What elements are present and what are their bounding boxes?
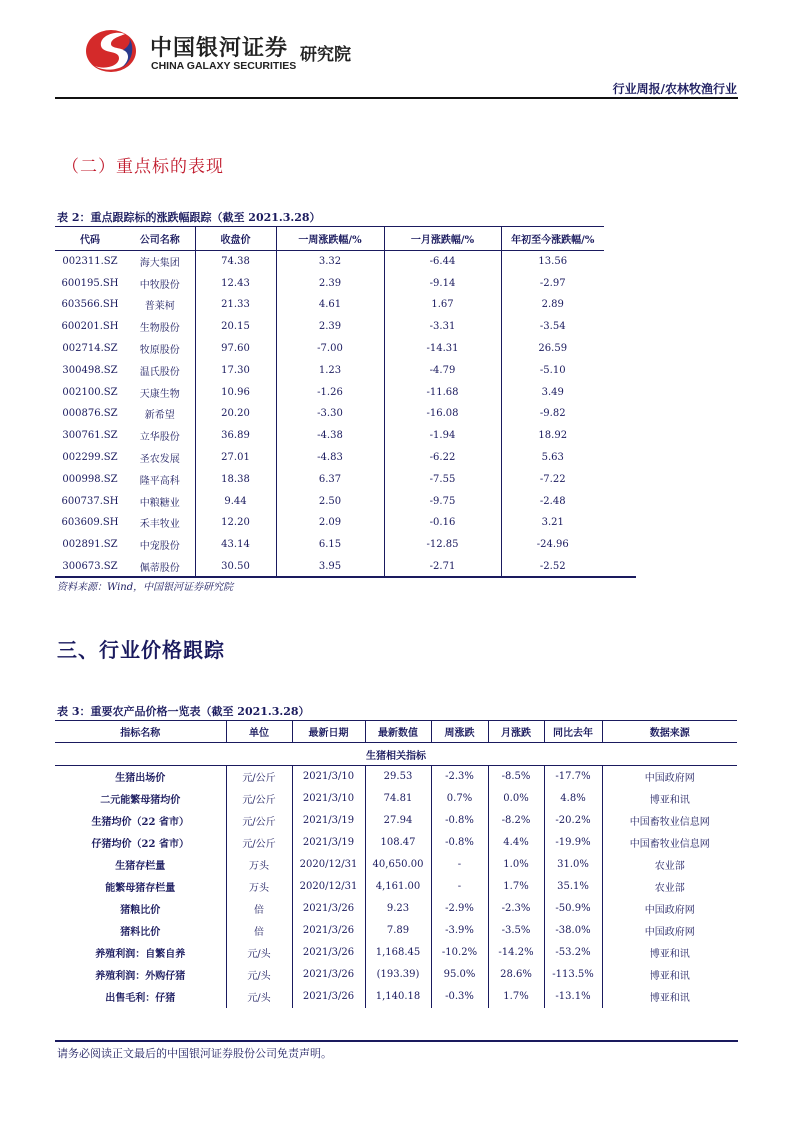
table-cell: 生猪均价（22 省市） [91,817,189,828]
table-cell: -2.52 [501,556,604,578]
table-cell: 603566.SH [61,299,119,311]
table-cell: -6.22 [384,447,501,469]
table-row [55,942,737,964]
table-cell: 74.81 [365,788,431,810]
table-cell: -2.48 [501,490,604,512]
table-cell: 002891.SZ [62,539,118,551]
table-cell: 1.0% [488,854,544,876]
table-cell: 1.67 [384,294,501,316]
table-cell: 000876.SZ [62,408,118,420]
table-cell: -50.9% [544,898,602,920]
table-cell: - [431,854,488,876]
column-header: 年初至今涨跌幅/% [501,227,604,251]
table-cell: 9.23 [365,898,431,920]
table-cell: -3.31 [384,316,501,338]
table-row [55,447,604,469]
table-cell: -8.2% [488,810,544,832]
table-row [55,854,737,876]
table-row [55,876,737,898]
table-cell: 600737.SH [61,495,119,507]
table-row [55,986,737,1008]
table-cell: 2.50 [276,490,384,512]
table-cell: 2021/3/26 [292,920,365,942]
table-cell: 108.47 [365,832,431,854]
table-cell: 2021/3/10 [292,788,365,810]
table-cell: -3.54 [501,316,604,338]
table-cell: -2.71 [384,556,501,578]
table-cell: 21.33 [195,294,276,316]
table-cell: 养殖利润：外购仔猪 [95,971,186,982]
table-cell: -14.2% [488,942,544,964]
table-row [55,832,737,854]
column-header: 一周涨跌幅/% [276,227,384,251]
table-cell: 300498.SZ [62,364,118,376]
table-cell: 温氏股份 [139,366,180,378]
table2-caption: 表 2：重点跟踪标的涨跌幅跟踪（截至 2021.3.28） [57,211,321,224]
table-row [55,490,604,512]
table-cell: -13.1% [544,986,602,1008]
table-cell: -7.55 [384,468,501,490]
table-row [55,534,604,556]
table-cell: -2.3% [431,766,488,788]
column-header: 周涨跌 [431,721,488,743]
table-header-row [55,721,737,743]
table-cell: 7.89 [365,920,431,942]
table-cell: 28.6% [488,964,544,986]
table-row [55,898,737,920]
table-cell: -2.3% [488,898,544,920]
table-cell: 97.60 [195,338,276,360]
table-cell: -2.97 [501,272,604,294]
table-cell: -17.7% [544,766,602,788]
tracked-stocks-table [55,226,604,577]
table-cell: 13.56 [501,251,604,273]
table-cell: 天康生物 [139,388,180,400]
column-header: 月涨跌 [488,721,544,743]
table-cell: 万头 [226,876,292,898]
table-cell: 1.7% [488,876,544,898]
table-row [55,381,604,403]
table-cell: 10.96 [195,381,276,403]
table-cell: 18.38 [195,468,276,490]
table-cell: 17.30 [195,359,276,381]
table-cell: 农业部 [602,854,737,876]
table-cell: -7.22 [501,468,604,490]
table-cell: 1,140.18 [365,986,431,1008]
disclaimer-footer: 请务必阅读正文最后的中国银河证券股份公司免责声明。 [57,1047,332,1060]
table-cell: 002714.SZ [62,343,118,355]
column-header: 代码 [80,235,100,246]
table-cell: 中国政府网 [602,920,737,942]
table-cell: -9.75 [384,490,501,512]
table-cell: 002311.SZ [62,256,118,268]
column-header: 最新日期 [292,721,365,743]
table-cell: 3.95 [276,556,384,578]
table-row [55,425,604,447]
table-cell: 74.38 [195,251,276,273]
table-cell: 元/头 [226,986,292,1008]
table-cell: -2.9% [431,898,488,920]
table-cell: 海大集团 [139,258,180,270]
table-row [55,920,737,942]
footer-divider [55,1040,738,1042]
column-header: 收盘价 [195,227,276,251]
table-cell: 0.7% [431,788,488,810]
table-cell: 中国政府网 [602,766,737,788]
table-cell: 二元能繁母猪均价 [100,795,181,806]
table-cell: 元/头 [226,942,292,964]
table-cell: 20.15 [195,316,276,338]
table-cell: 30.50 [195,556,276,578]
table-cell: -9.82 [501,403,604,425]
table-cell: -3.9% [431,920,488,942]
table-row [55,272,604,294]
brand-name-en: CHINA GALAXY SECURITIES [151,60,297,72]
table-cell: 2.89 [501,294,604,316]
table-cell: 生猪出场价 [115,773,166,785]
table-cell: 元/公斤 [226,810,292,832]
table-row [55,251,604,273]
table-cell: 002100.SZ [62,386,118,398]
table-cell: -19.9% [544,832,602,854]
brand-name-cn: 中国银河证券 [150,36,289,61]
table-cell: 29.53 [365,766,431,788]
table-cell: 禾丰牧业 [139,519,180,531]
table-cell: 5.63 [501,447,604,469]
table-cell: 2020/12/31 [292,854,365,876]
table-cell: 中宠股份 [139,541,180,553]
table-cell: -20.2% [544,810,602,832]
table-header-row [55,227,604,251]
table-cell: 元/头 [226,964,292,986]
table-cell: 27.01 [195,447,276,469]
table-cell: -0.8% [431,810,488,832]
table-cell: -3.30 [276,403,384,425]
table-cell: 元/公斤 [226,832,292,854]
table-cell: 20.20 [195,403,276,425]
column-header: 单位 [226,721,292,743]
table-cell: -6.44 [384,251,501,273]
column-header: 同比去年 [544,721,602,743]
table-cell: 养殖利润：自繁自养 [95,949,186,960]
table-row [55,788,737,810]
table-row [55,556,604,578]
table-cell: 3.49 [501,381,604,403]
table-row [55,512,604,534]
table-row [55,294,604,316]
table-cell: -1.26 [276,381,384,403]
table-cell: 猪粮比价 [120,905,161,916]
table-cell: -9.14 [384,272,501,294]
table-cell: 博亚和讯 [602,964,737,986]
table-row [55,810,737,832]
table-cell: 普莱柯 [144,301,175,313]
table-cell: 2021/3/10 [292,766,365,788]
table-cell: 26.59 [501,338,604,360]
table-cell: -4.83 [276,447,384,469]
table-cell: 1.23 [276,359,384,381]
table-cell: -4.38 [276,425,384,447]
table-cell: 2021/3/26 [292,898,365,920]
table-cell: 立华股份 [139,432,180,444]
table-row [55,964,737,986]
table-cell: 18.92 [501,425,604,447]
table-cell: 2021/3/19 [292,810,365,832]
table-cell: 中牧股份 [139,279,180,291]
table-cell: 猪料比价 [120,927,161,938]
table-cell: 27.94 [365,810,431,832]
table-cell: 农业部 [602,876,737,898]
table-cell: 博亚和讯 [602,942,737,964]
table-cell: 002299.SZ [62,452,118,464]
table-cell: 新希望 [144,410,175,422]
table-cell: -24.96 [501,534,604,556]
table-cell: 2021/3/26 [292,942,365,964]
table-cell: 6.37 [276,468,384,490]
table-row [55,338,604,360]
column-header: 数据来源 [602,721,737,743]
table-cell: -113.5% [544,964,602,986]
table-cell: -8.5% [488,766,544,788]
table-cell: 中国政府网 [602,898,737,920]
brand-institute: 研究院 [300,45,351,65]
table-cell: 生猪存栏量 [115,861,166,872]
table-row [55,359,604,381]
table-cell: 2.09 [276,512,384,534]
table-cell: 2020/12/31 [292,876,365,898]
table-cell: 31.0% [544,854,602,876]
table-cell: 出售毛利：仔猪 [105,993,176,1004]
table-cell: (193.39) [365,964,431,986]
table-cell: 600201.SH [61,321,119,333]
table-cell: 603609.SH [61,517,119,529]
table-cell: 2.39 [276,316,384,338]
table-cell: -3.5% [488,920,544,942]
table-cell: 2021/3/19 [292,832,365,854]
table-cell: 万头 [226,854,292,876]
table-cell: -53.2% [544,942,602,964]
table-cell: 4.61 [276,294,384,316]
column-header: 一月涨跌幅/% [384,227,501,251]
table-cell: 95.0% [431,964,488,986]
table-cell: 3.21 [501,512,604,534]
column-header: 最新数值 [365,721,431,743]
table-cell: 35.1% [544,876,602,898]
table-cell: -0.3% [431,986,488,1008]
table-cell: 4,161.00 [365,876,431,898]
table-cell: 3.32 [276,251,384,273]
table-cell: 4.8% [544,788,602,810]
table-cell: 生物股份 [139,323,180,335]
table-cell: 40,650.00 [365,854,431,876]
table-cell: 博亚和讯 [602,788,737,810]
table-cell: 佩蒂股份 [139,563,180,575]
table-cell: 300673.SZ [62,561,118,573]
table3-caption: 表 3：重要农产品价格一览表（截至 2021.3.28） [57,705,310,718]
table-row [55,766,737,788]
table-cell: 9.44 [195,490,276,512]
table-cell: -0.16 [384,512,501,534]
table-cell: 4.4% [488,832,544,854]
table-cell: 仔猪均价（22 省市） [91,839,189,850]
table-cell: -14.31 [384,338,501,360]
table-cell: 12.43 [195,272,276,294]
table-cell: 中国畜牧业信息网 [602,810,737,832]
table-cell: 000998.SZ [62,473,118,485]
table-cell: - [431,876,488,898]
agri-price-table [55,720,737,1008]
table-cell: -5.10 [501,359,604,381]
table-cell: -0.8% [431,832,488,854]
table-cell: 12.20 [195,512,276,534]
table-row [55,316,604,338]
table-cell: 2021/3/26 [292,986,365,1008]
header-divider [55,97,738,99]
table-cell: -16.08 [384,403,501,425]
table-cell: 43.14 [195,534,276,556]
galaxy-logo [85,28,137,74]
table-cell: -38.0% [544,920,602,942]
table-source: 资料来源：Wind，中国银河证券研究院 [57,582,234,593]
table-cell: 中国畜牧业信息网 [602,832,737,854]
table-cell: -12.85 [384,534,501,556]
table-cell: 0.0% [488,788,544,810]
table-cell: 600195.SH [61,277,119,289]
table-cell: 36.89 [195,425,276,447]
table-cell: 2021/3/26 [292,964,365,986]
table-cell: 1,168.45 [365,942,431,964]
table-cell: 2.39 [276,272,384,294]
section-heading: （二）重点标的表现 [62,157,224,177]
table-row [55,403,604,425]
table-cell: -7.00 [276,338,384,360]
column-header: 指标名称 [120,728,161,739]
group-header: 生猪相关指标 [366,750,426,762]
table-cell: -10.2% [431,942,488,964]
table-cell: 倍 [226,898,292,920]
table-cell: 隆平高科 [139,475,180,487]
table-cell: -1.94 [384,425,501,447]
table-row [55,468,604,490]
table-cell: 圣农发展 [139,454,180,466]
column-header: 公司名称 [139,235,180,246]
table-cell: 能繁母猪存栏量 [105,883,176,894]
table-cell: -4.79 [384,359,501,381]
table-cell: 牧原股份 [139,345,180,357]
table-cell: 元/公斤 [226,788,292,810]
section-heading: 三、行业价格跟踪 [57,638,225,662]
table-cell: 300761.SZ [62,430,118,442]
table-cell: 中粮糖业 [139,497,180,509]
table-cell: 元/公斤 [226,766,292,788]
table-cell: 6.15 [276,534,384,556]
report-type: 行业周报/农林牧渔行业 [612,82,737,96]
table-cell: 倍 [226,920,292,942]
table-cell: 博亚和讯 [602,986,737,1008]
table-cell: -11.68 [384,381,501,403]
table-cell: 1.7% [488,986,544,1008]
